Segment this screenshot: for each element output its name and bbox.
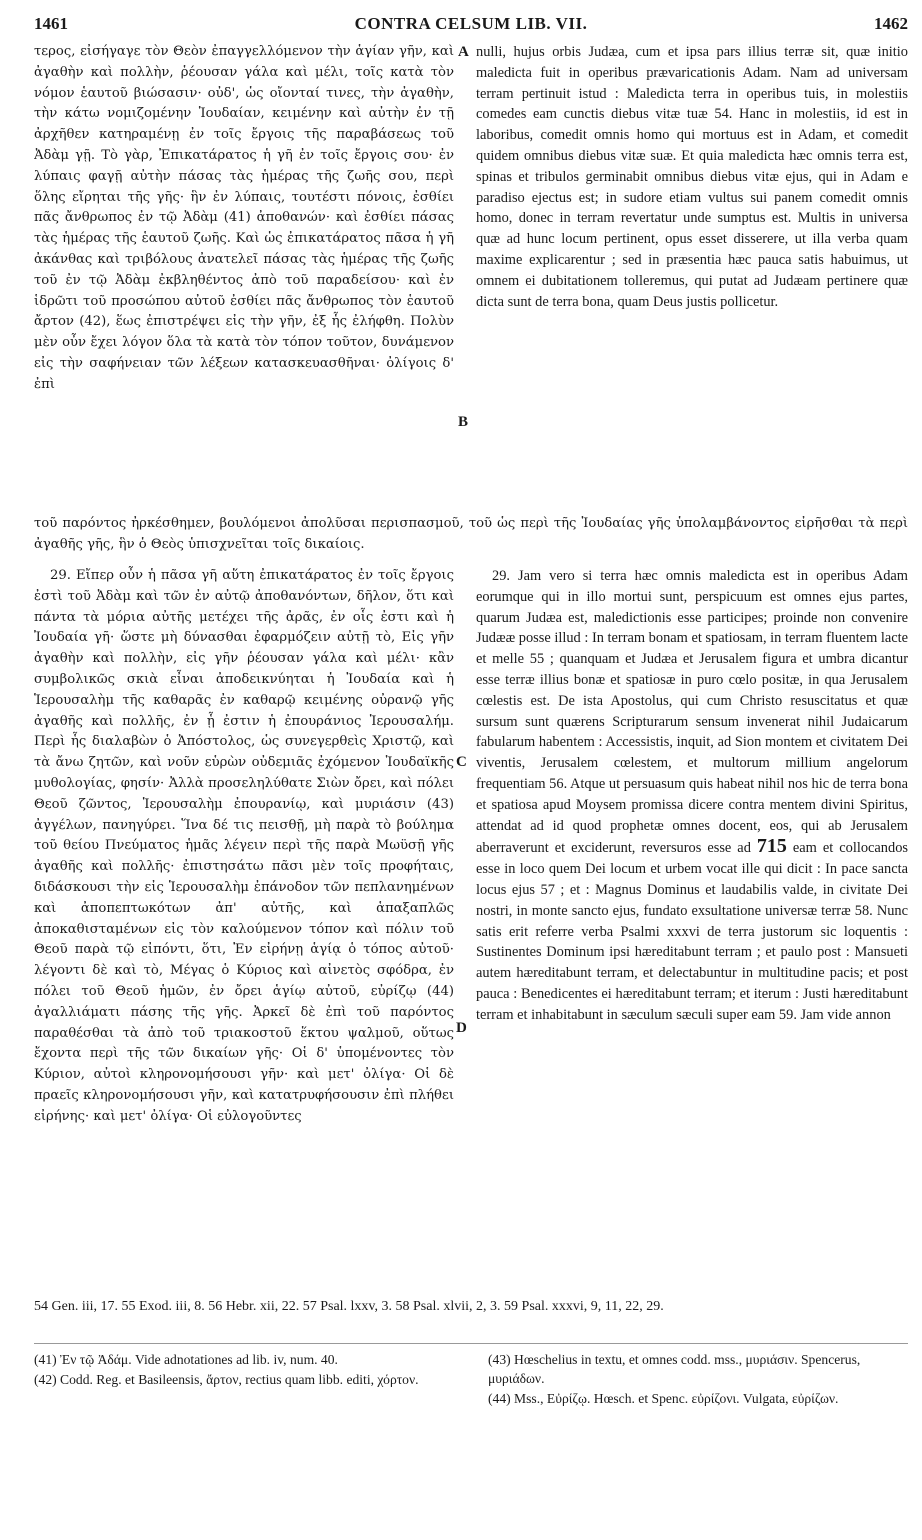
column-number: 715 xyxy=(756,835,787,858)
greek-full-width-line xyxy=(34,514,908,558)
margin-marker-b: B xyxy=(458,414,469,430)
latin-column-main xyxy=(476,566,908,1292)
footnote-43: (43) Hœschelius in textu, et omnes codd. mss., μυριάσιν. Spencerus, μυριάδων. xyxy=(488,1352,861,1386)
latin-paragraph-29 xyxy=(476,566,908,1026)
margin-marker-c: C xyxy=(456,754,467,770)
footnote-44: (44) Mss., Εὐρίζῳ. Hœsch. et Spenc. εὐρίζονι. Vulgata, εὐρίζων. xyxy=(488,1391,839,1406)
greek-paragraph: τερος, εἰσήγαγε τὸν Θεὸν ἐπαγγελλόμενον τὴν ἁγίαν γῆν, καὶ ἀγαθὴν καὶ πολλὴν, ῥέουσαν γάλα καὶ μέλι, τοῖς κατὰ τὸν νόμον ἑαυτοῦ βιώσασιν· οὐδ', ὡς οἴονταί τινες, τὴν ἀγαθὴν, τὴν κάτω νομιζομένην Ἰουδαίαν, κειμένην καὶ αὐτὴν ἐν τῇ ἀρχῆθεν κατηραμένῃ ἐν τοῖς ἔργοις τῆς παραβάσεως τοῦ Ἀδὰμ γῇ. Τὸ γὰρ, Ἐπικατάρατος ἡ γῆ ἐν τοῖς ἔργοις σου· ἐν λύπαις φαγῇ αὐτὴν πάσας τὰς ἡμέρας τῆς ζωῆς σου, περὶ ὅλης εἴρηται τῆς γῆς· ἣν ἐν λύπαις, τουτέστι πόνοις, ἐσθίει πᾶς ἄνθρωπος ἐν τῷ Ἀδὰμ (41) ἀποθανών· καὶ ἐσθίει πάσας τὰς ἡμέρας τῆς ἑαυτοῦ ζωῆς. Καὶ ὡς ἐπικατάρατος πᾶσα ἡ γῆ ἀκάνθας καὶ τριβόλους ἀνατελεῖ πάσας τὰς ἡμέρας τῆς ζωῆς τοῦ ἐν τῷ Ἀδὰμ ἐκβληθέντος ἀπὸ τοῦ παραδείσου· καὶ ἐν ἱδρῶτι τοῦ προσώπου αὐτοῦ ἐσθίει πᾶς ἄνθρωπος τὸν ἑαυτοῦ ἄρτον (42), ἕως ἐπιστρέψει εἰς τὴν γῆν, ἐξ ἧς ἐλήφθη. Πολὺν μὲν οὖν ἔχει λόγον ὅλα τὰ κατὰ τὸν τόπον τοῦτον, δυνάμενον εἰς τὴν σαφήνειαν τῶν λέξεων κατασκευασθῆναι· ὀλίγοις δ' ἐπὶ xyxy=(34,44,454,392)
page-header xyxy=(34,10,908,38)
page-number-left: 1461 xyxy=(34,14,68,33)
greek-continuation: τοῦ παρόντος ἠρκέσθημεν, βουλόμενοι ἀπολῦσαι περισπασμοῦ, τοῦ ὡς περὶ τῆς Ἰουδαίας γῆς ὑπολαμβάνοντος εἰρῆσθαι τὰ περὶ ἀγαθῆς γῆς, ἣν ὁ Θεὸς ὑπισχνεῖται τοῖς δικαίοις. xyxy=(34,516,908,552)
latin-column-top xyxy=(476,42,908,512)
footnotes-left xyxy=(34,1350,454,1390)
footnote-42: (42) Codd. Reg. et Basileensis, ἄρτον, rectius quam libb. editi, χόρτον. xyxy=(34,1372,419,1387)
running-title: CONTRA CELSUM LIB. VII. xyxy=(354,14,588,33)
greek-column-main xyxy=(34,566,454,1292)
footnotes-right xyxy=(488,1350,908,1409)
latin-text-part-1: 29. Jam vero si terra hæc omnis maledicta est in operibus Adam eorumque qui in illo mortui sunt, perspicuum est omnes ejus partes, quarum Judæa est, maledictionis esse participes; proinde non convenire Judææ posse illud : In terram bonam et spatiosam, in terram fluentem lacte et melle 55 ; quanquam et Judæa et Jerusalem figura et umbra dicantur esse terræ illius bonæ et spatiosæ in puro cœlo positæ, in qua Jerusalem cœlestis est. De ista Apostolus, qui cum Christo resuscitatus et quæ sursum sunt quærens Scripturarum sensum invenerat nihil Judaicarum fabularum habentem : Accessistis, inquit, ad Sion montem et civitatem Dei viventis, Jerusalem cœlestem, et multorum millium angelorum frequentiam 56. Atque ut persuasum quis habeat nihil nos hic de terra bona et spatiosa apud Moysem promissa dicere contra mentem divini Spiritus, attendat ad id quod prophetæ omnes docent, eos, qui ab Jerusalem aberraverunt et exciderunt, reversuros esse ad xyxy=(476,568,908,857)
greek-paragraph-29: 29. Εἴπερ οὖν ἡ πᾶσα γῆ αὕτη ἐπικατάρατος ἐν τοῖς ἔργοις ἐστὶ τοῦ Ἀδὰμ καὶ τῶν ἐν αὐτῷ ἀποθανόντων, δῆλον, ὅτι καὶ πάντα τὰ μόρια αὐτῆς μετέχει τῆς ἀρᾶς, ἐν οἷς ἐστι καὶ ἡ Ἰουδαία γῆ· ὥστε μὴ δύνασθαι ἐφαρμόζειν αὐτῇ τὸ, Εἰς γῆν ἀγαθὴν καὶ πολλὴν, εἰς γῆν ῥέουσαν γάλα καὶ μέλι· κἂν συμβολικῶς σκιὰ εἶναι ἀποδεικνύηται ἡ Ἰουδαία καὶ ἡ Ἱερουσαλὴμ τῆς καθαρᾶς ἐν καθαρῷ κειμένης οὐρανῷ γῆς ἀγαθῆς καὶ πολλῆς, ἐν ᾗ ἐστιν ἡ ἐπουράνιος Ἱερουσαλήμ. Περὶ ἧς διαλαβὼν ὁ Ἀπόστολος, ὡς συνεγερθεὶς Χριστῷ, καὶ τὰ ἄνω ζητῶν, καὶ νοῦν εὑρὼν οὐδεμιᾶς ἐχόμενον Ἰουδαϊκῆς μυθολογίας, φησίν· Ἀλλὰ προσεληλύθατε Σιὼν ὄρει, καὶ πόλει Θεοῦ ζῶντος, Ἱερουσαλὴμ ἐπουρανίῳ, καὶ μυριάσιν (43) ἀγγέλων, πανηγύρει. Ἵνα δέ τις πεισθῇ, μὴ παρὰ τὸ βούλημα τοῦ θείου Πνεύματος ἡμᾶς λέγειν περὶ τῆς παρὰ Μωϋσῇ γῆς ἀγαθῆς καὶ πολλῆς· ἐπιστησάτω πᾶσι μὲν τοῖς προφήταις, διδάσκουσι τὴν εἰς Ἱερουσαλὴμ ἐπάνοδον τῶν πεπλανημένων καὶ ἀποπεπτωκότων ἀπ' αὐτῆς, καὶ ἁπαξαπλῶς ἀποκαθισταμένων εἰς τὸν καλούμενον τόπον καὶ πόλιν τοῦ Θεοῦ παρὰ τῷ εἰπόντι, ὅτι, Ἐν εἰρήνῃ ἁγίᾳ ὁ τόπος αὐτοῦ· λέγοντι δὲ καὶ τὸ, Μέγας ὁ Κύριος καὶ αἰνετὸς σφόδρα, ἐν πόλει τοῦ Θεοῦ ἡμῶν, ἐν ὄρει ἁγίῳ αὐτοῦ, εὐρίζῳ (44) ἀγαλλιάματι πάσης τῆς γῆς. Ἀρκεῖ δὲ ἐπὶ τοῦ παρόντος παραθέσθαι τὰ ἀπὸ τοῦ τριακοστοῦ ἕκτου ψαλμοῦ, οὕτως ἔχοντα περὶ τῆς τῶν δικαίων γῆς· Οἱ δ' ὑπομένοντες τὸν Κύριον, αὐτοὶ κληρονομήσουσι γῆν· καὶ μετ' ὀλίγα· Οἱ δὲ πραεῖς κληρονομήσουσι γῆν, καὶ κατατρυφήσουσιν ἐπὶ πλήθει εἰρήνης· καὶ μετ' ὀλίγα· Οἱ εὐλογοῦντες xyxy=(34,568,454,1124)
margin-marker-a: A xyxy=(458,44,469,60)
scripture-references xyxy=(34,1297,908,1317)
page-number-right: 1462 xyxy=(874,14,908,33)
latin-paragraph: nulli, hujus orbis Judæa, cum et ipsa pars illius terræ sit, quæ initio maledicta fuit in operibus prævaricationis Adam. Nam ad universam terram pertinuit istud : Maledicta terra in operibus tuis, in molestiis comedes eam cunctis diebus vitæ tuæ 54. Hanc in molestiis, id est in laboribus, comedit omnis homo qui mortuus est in Adam, et comedit quidem omnibus diebus vitæ suæ. Et quia maledicta hæc omnis terra est, spinas et tribulos germinabit omnibus diebus vitæ ejus, qui in Adam e paradiso ejectus est; in sudore etiam vultus sui panem comedit omnis homo, donec in terram revertatur unde sumptus est. Multis in universa quæ ad hunc locum pertinent, opus esset disserere, ut illa verba quam maxime explicarentur ; sed in præsentia hæc pauca satis habuimus, ut omnem ei dubitationem tolleremus, qui putat ad Judæam pertinere quæ dicta sunt de terra bona, quam Deus justis pollicetur. xyxy=(476,44,908,310)
references-line: 54 Gen. iii, 17. 55 Exod. iii, 8. 56 Hebr. xii, 22. 57 Psal. lxxv, 3. 58 Psal. xlvii, 2, 3. 59 Psal. xxxvi, 9, 11, 22, 29. xyxy=(34,1299,664,1314)
margin-marker-d: D xyxy=(456,1020,467,1036)
latin-text-part-2: eam et collocandos esse in loco quem Dei locum et urbem vocat ille qui dicit : In pace sancta locus ejus 57 ; et : Magnus Dominus et laudabilis valde, in civitate Dei nostri, in monte sancto ejus, fundato exsultatione universæ terræ 58. Nunc satis erit referre verba Psalmi xxxvi de terra justorum sic loquentis : Sustinentes Dominum ipsi hæreditabunt terram ; et paulo post : Mansueti autem hæreditabunt terram, et delectabuntur in multitudine pacis; et post pauca : Benedicentes ei hæreditabunt terram; et iterum : Justi hæreditabunt terram et inhabitabunt in sæculum sæculi super eam 59. Jam vide annon xyxy=(476,840,908,1023)
footnote-41: (41) Ἐν τῷ Ἀδάμ. Vide adnotationes ad lib. iv, num. 40. xyxy=(34,1352,338,1367)
greek-column-top xyxy=(34,42,454,458)
footnote-rule xyxy=(34,1343,908,1344)
